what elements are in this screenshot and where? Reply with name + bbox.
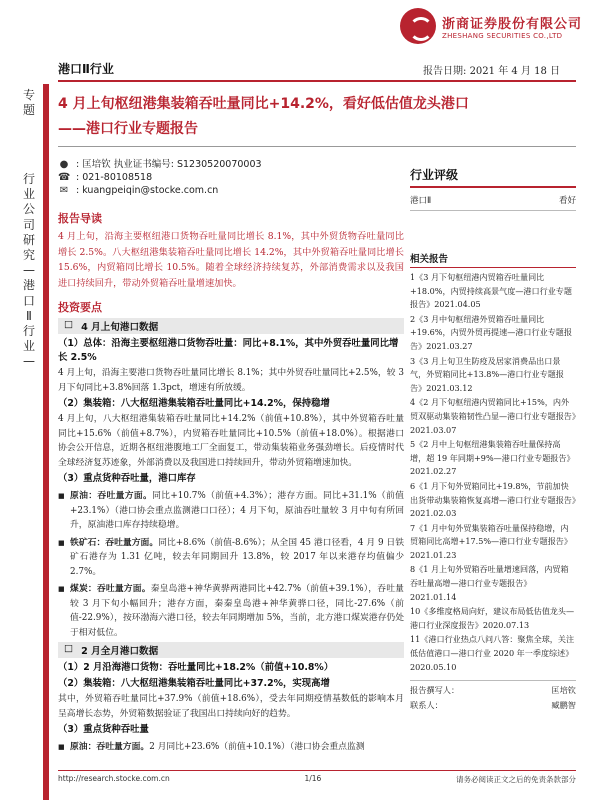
para-overall: 4 月上旬，沿海主要港口货物吞吐量同比增长 8.1%；其中外贸吞吐量同比+2.5%，较 3 月下旬同比+3.8%回落 1.3pct，增速有所放缓。	[58, 368, 404, 393]
footer	[58, 774, 576, 785]
related-report-item[interactable]: 5《2 月中上旬枢纽港集装箱吞吐量保持高增，超 19 年同期+9%—港口行业专题报告》2021.02.27	[410, 439, 575, 477]
bullet-iron-ore	[58, 536, 404, 580]
related-reports-list	[410, 271, 576, 674]
email-icon: ✉	[59, 185, 69, 196]
analyst-line: : 匡培钦 执业证书编号: S1230520070003	[76, 159, 262, 170]
related-report-item[interactable]: 2《3 月中旬枢纽港外贸箱吞吐量同比+19.6%，内贸外贸再提速—港口行业专题报告》2021.03.27	[410, 313, 572, 351]
sub-head-feb-coastal: （1）2 月沿海港口货物：吞吐量同比+18.2%（前值+10.8%）	[58, 662, 334, 673]
sub-head-feb-cargo: （3）重点货种吞吐量	[58, 724, 149, 735]
side-tag-topic: 专题	[22, 88, 35, 117]
checkbox-icon: □	[64, 319, 74, 330]
footer-url[interactable]: http://research.stocke.com.cn	[58, 774, 170, 783]
invest-title: 投资要点	[58, 301, 102, 314]
bullet-coal-text: 秦皇岛港+神华黄骅两港同比+42.7%（前值+39.1%），吞吐量较 3 月下旬小幅回升；港存方面，秦秦皇岛港+神华黄骅口径，同比-27.6%（前值-22.9%），按环渤海六港口径，较去年同期增加 5%，当前，北方港口煤炭港存仍处于相对低位。	[70, 584, 404, 638]
bullet-iron-ore-label: 铁矿石：吞吐量方面。	[70, 537, 159, 548]
section-bar-april	[58, 318, 404, 334]
analyst-box	[410, 680, 576, 711]
rating-value: 看好	[558, 196, 576, 206]
analyst-name: 匡培钦	[551, 685, 576, 696]
company-logo	[400, 8, 582, 44]
related-report-item[interactable]: 4《2 月下旬枢纽港内贸箱同比+15%，内外贸双驱动集装箱韧性凸显—港口行业专题报告》2021.03.07	[410, 397, 576, 435]
sub-head-overall: （1）总体：沿海主要枢纽港口货物吞吐量：同比+8.1%，其中外贸吞吐量同比增长 2.5%	[58, 338, 399, 363]
page-number: 1/16	[304, 774, 322, 783]
bullet-feb-crude-oil-label: 原油：吞吐量方面。	[70, 742, 150, 752]
related-report-item[interactable]: 7《1 月中旬外贸集装箱吞吐量保持稳增，内贸箱同比高增+17.5%—港口行业专题报告》2021.01.23	[410, 522, 572, 560]
para-feb-container: 其中，外贸箱吞吐量同比+37.9%（前值+18.6%），受去年同期疫情基数低的影响本月呈高增长态势，外贸箱数据验证了我国出口持续向好的趋势。	[58, 694, 404, 719]
contact-label: 联系人：	[410, 700, 443, 711]
sub-head-cargo: （3）重点货种吞吐量，港口库存	[58, 473, 196, 484]
report-title: 4 月上旬枢纽港集装箱吞吐量同比+14.2%，看好低估值龙头港口	[58, 96, 469, 112]
bullet-crude-oil-label: 原油：吞吐量方面。	[70, 491, 153, 501]
sub-head-container: （2）集装箱：八大枢纽港集装箱吞吐量同比+14.2%，保持稳增	[58, 398, 330, 409]
bullet-iron-ore-text: 同比+8.6%（前值-8.6%）；从全国 45 港口径看，4 月 9 日铁矿石港存为 1.31 亿吨，较去年同期回升 13.8%，较 2017 年以来港存均值偏少 2.7%。	[70, 537, 404, 577]
related-report-item[interactable]: 10《多维度格局向好，建议布局低估值龙头—港口行业深度报告》2020.07.13	[410, 606, 575, 630]
report-date: 报告日期: 2021 年 4 月 18 日	[423, 66, 560, 77]
footer-divider	[58, 770, 576, 771]
checkbox-icon: □	[64, 643, 74, 654]
guide-title: 报告导读	[58, 212, 102, 225]
phone-line: : 021-80108518	[76, 172, 153, 183]
report-subtitle: ——港口行业专题报告	[58, 121, 198, 137]
section-bar-april-label: 4 月上旬港口数据	[81, 322, 159, 333]
industry-label: 港口Ⅱ行业	[58, 62, 114, 76]
section-bar-february	[58, 642, 404, 658]
side-tag-category: 行业公司研究—港口Ⅱ行业—	[22, 172, 35, 369]
person-icon: ●	[59, 159, 69, 170]
rating-title: 行业评级	[410, 166, 576, 188]
company-logo-icon	[400, 8, 436, 44]
analyst-contact	[58, 158, 358, 197]
company-name-cn: 浙商证券股份有限公司	[441, 16, 582, 32]
main-content	[58, 210, 404, 755]
analyst-label: 报告撰写人：	[410, 685, 460, 696]
related-report-item[interactable]: 3《3 月上旬卫生防疫及居家消费品出口景气，外贸箱同比+13.8%—港口行业专题报告》2021.03.12	[410, 355, 564, 393]
related-report-item[interactable]: 8《1 月上旬外贸箱吞吐量增速回落，内贸箱吞吐量高增—港口行业专题报告》2021.01.14	[410, 564, 569, 602]
rating-industry: 港口Ⅱ	[410, 196, 432, 206]
sidebar	[410, 166, 576, 711]
related-reports-title: 相关报告	[410, 251, 576, 268]
contact-name: 臧鹏智	[551, 700, 576, 711]
related-report-item[interactable]: 6《1 月下旬外贸箱同比+19.8%，节前加快出货带动集装箱恢复高增—港口行业专题报告》2021.02.03	[410, 480, 576, 519]
bullet-crude-oil-text: 同比+10.7%（前值+4.3%）；港存方面。同比+31.1%（前值+23.1%）（港口协会重点监测港口口径）；4 月下旬，原油吞吐量较 3 月中旬有所回升，原油港口库存持续稳增。	[70, 491, 404, 530]
related-report-item[interactable]: 11《港口行业热点八问八答：聚焦全球，关注低估值港口—港口行业 2020 年一季度综述》2020.05.10	[410, 634, 575, 672]
bullet-coal-label: 煤炭：吞吐量方面。	[70, 584, 151, 594]
rating-row	[410, 194, 576, 211]
title-divider	[58, 146, 576, 147]
guide-text: 4 月上旬，沿海主要枢纽港口货物吞吐量同比增长 8.1%，其中外贸货物吞吐量同比增长 2.5%。八大枢纽港集装箱吞吐量同比增长 14.2%，其中外贸箱吞吐量同比增长 15.6%，内贸箱同比增长 10.5%。随着全球经济持续复苏，外部消费需求以及我国进口持续回升，带动外贸箱吞吐量增速加快。	[58, 231, 404, 289]
phone-icon: ☎	[58, 172, 71, 183]
bullet-feb-crude-oil-text: 2 月同比+23.6%（前值+10.1%）（港口协会重点监测	[149, 742, 365, 752]
bullet-crude-oil	[58, 489, 404, 533]
company-name-en: ZHESHANG SECURITIES CO.,LTD	[441, 31, 563, 40]
footer-disclaimer: 请务必阅读正文之后的免责条款部分	[455, 775, 576, 784]
header-divider	[58, 80, 576, 82]
side-accent-bar	[43, 84, 49, 800]
bullet-feb-crude-oil	[58, 740, 404, 755]
bullet-coal	[58, 582, 404, 640]
section-bar-february-label: 2 月全月港口数据	[81, 646, 159, 657]
para-container: 4 月上旬，八大枢纽港集装箱吞吐量同比+14.2%（前值+10.8%），其中外贸箱吞吐量同比+15.6%（前值+8.7%），内贸箱吞吐量同比+10.5%（前值+18.0%）。根据港口协会公开信息，近期各枢纽港腹地工厂全面复工，带动集装箱业务强劲增长。后疫情时代全球经济复苏迹象，外部消费以及我国进口持续回升，带动外贸箱增速加快。	[58, 414, 404, 468]
email-line[interactable]: : kuangpeiqin@stocke.com.cn	[76, 185, 219, 196]
sub-head-feb-container: （2）集装箱：八大枢纽港集装箱吞吐量同比+37.2%，实现高增	[58, 678, 330, 689]
related-report-item[interactable]: 1《3 月下旬枢纽港内贸箱吞吐量同比+18.0%，内贸持续高景气度—港口行业专题报告》2021.04.05	[410, 272, 572, 310]
